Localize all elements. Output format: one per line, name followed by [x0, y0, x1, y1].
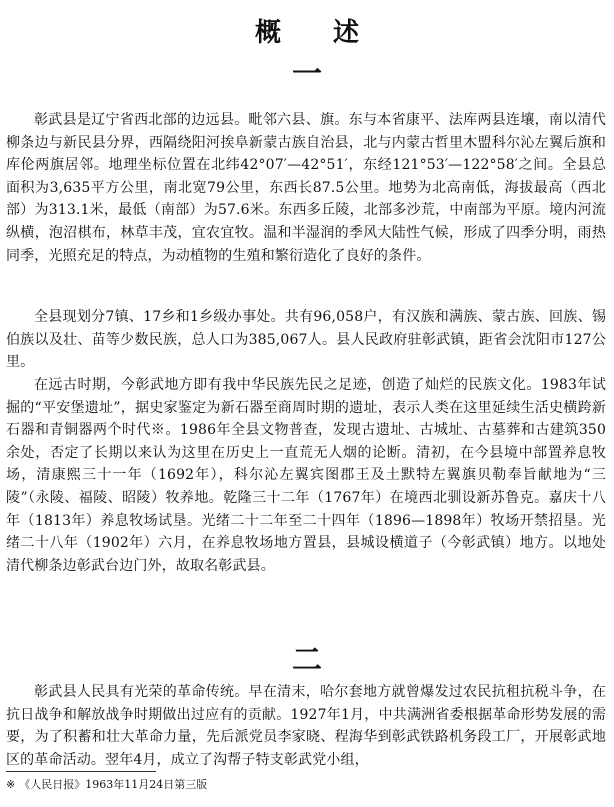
- footnote-mark: ※: [6, 778, 16, 791]
- paragraph-history: 在远古时期，今彰武地方即有我中华民族先民之足迹，创造了灿烂的民族文化。1983年试掘的“平安堡遗址”，据史家鉴定为新石器至商周时期的遗址，表示人类在这里延续生活史横跨新石器和青铜器两个时代※。1986年全县文物普查，发现古遗址、古城址、古墓葬和古建筑350余处，否定了长期以来认为这里在历史上一直荒无人烟的论断。清初，在今县境中部置养息牧场，清康熙三十一年（1692年），科尔沁左翼宾图郡王及土默特左翼旗贝勒奉旨献地为“三陵”（永陵、福陵、昭陵）牧养地。乾隆三十二年（1767年）在境西北驯设新苏鲁克。嘉庆十八年（1813年）养息牧场试垦。光绪二十二年至二十四年（1896—1898年）牧场开禁招垦。光绪二十八年（1902年）六月，在养息牧场地方置县，县城设横道子（今彰武镇）地方。以地处清代柳条边彰武台边门外，故取名彰武县。: [6, 377, 606, 574]
- paragraph-geography: 彰武县是辽宁省西北部的边远县。毗邻六县、旗。东与本省康平、法库两县连壤，南以清代柳条边与新民县分界，西隔绕阳河挨阜新蒙古族自治县，北与内蒙古哲里木盟科尔沁左翼后旗和库伦两旗居邻。地理坐标位置在北纬42°07′—42°51′，东经121°53′—122°58′之间。全县总面积为3,635平方公里，南北宽79公里，东西长87.5公里。地势为北高南低，海拔最高（西北部）为313.1米，最低（南部）为57.6米。东西多丘陵，北部多沙荒，中南部为平原。境内河流纵横，泡沼棋布，林草丰茂，宜农宜牧。温和半湿润的季风大陆性气候，形成了四季分明，雨热同季，光照充足的特点，为动植物的生殖和繁衍造化了良好的条件。: [6, 112, 606, 264]
- footnote-text: 《人民日报》1963年11月24日第三版: [19, 778, 208, 791]
- paragraph-revolution: 彰武县人民具有光荣的革命传统。早在清末，哈尔套地方就曾爆发过农民抗租抗税斗争，在抗日战争和解放战争时期做出过应有的贡献。1927年1月，中共满洲省委根据革命形势发展的需要，为了积蓄和壮大革命力量，先后派党员李家晓、程海华到彰武铁路机务段工厂，开展彰武地区的革命活动。翌年4月，成立了沟帮子特支彰武党小组，: [6, 684, 606, 768]
- section-number-one: 一: [292, 57, 322, 92]
- page-title: 概述: [254, 18, 411, 48]
- paragraph-population: 全县现划分7镇、17乡和1乡级办事处。共有96,058户，有汉族和满族、蒙古族、回族、锡伯族以及壮、苗等少数民族，总人口为385,067人。县人民政府驻彰武镇，距省会沈阳市127公里。: [6, 309, 606, 371]
- footnote: [6, 777, 606, 793]
- footnote-divider: [6, 771, 156, 772]
- section-number-two: 二: [292, 643, 322, 678]
